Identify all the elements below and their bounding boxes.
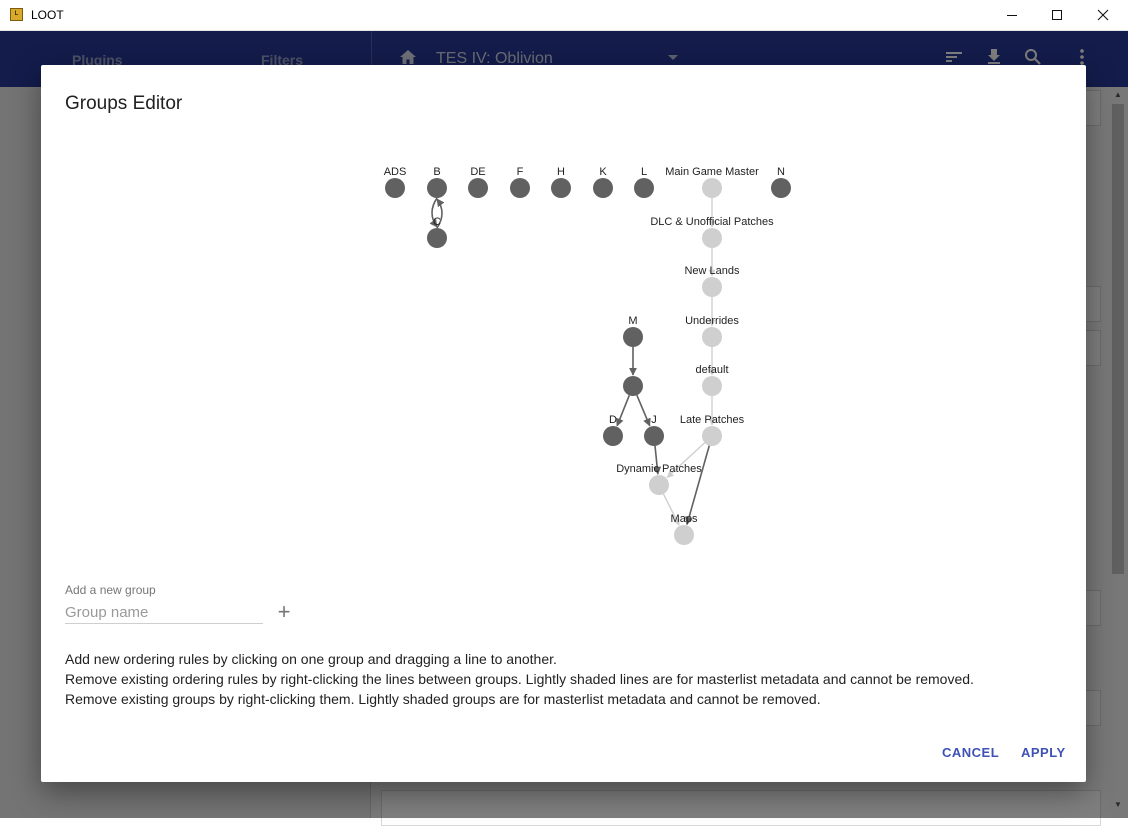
graph-node-label: M (628, 315, 638, 327)
graph-node-label: C (433, 216, 441, 228)
graph-node-label: Late Patches (679, 414, 745, 426)
graph-node-label: Underrides (685, 315, 739, 327)
graph-node-label: DLC & Unofficial Patches (650, 216, 774, 228)
close-button[interactable] (1080, 0, 1126, 30)
graph-node-label: New Lands (684, 265, 740, 277)
graph-node[interactable] (427, 178, 447, 198)
graph-node[interactable] (674, 525, 694, 545)
graph-node[interactable] (510, 178, 530, 198)
instruction-line: Add new ordering rules by clicking on one group and dragging a line to another. (65, 651, 557, 667)
graph-node-label: N (777, 166, 785, 178)
graph-edge[interactable] (617, 395, 629, 426)
graph-node-label: J (651, 414, 657, 426)
graph-node[interactable] (623, 376, 643, 396)
graph-node[interactable] (603, 426, 623, 446)
graph-node-label: Maps (670, 513, 698, 525)
graph-node[interactable] (468, 178, 488, 198)
graph-node-label: DE (470, 166, 486, 178)
graph-node[interactable] (593, 178, 613, 198)
loot-app-icon: L (10, 8, 23, 21)
group-name-input[interactable] (65, 601, 263, 624)
graph-node-label: Main Game Master (665, 166, 759, 178)
graph-node-label: F (516, 166, 524, 178)
maximize-button[interactable] (1034, 0, 1080, 30)
graph-node[interactable] (644, 426, 664, 446)
graph-node[interactable] (702, 327, 722, 347)
graph-node-label: ADS (383, 166, 407, 178)
graph-node[interactable] (702, 228, 722, 248)
groups-graph[interactable] (41, 65, 1086, 565)
cancel-button[interactable]: CANCEL (942, 745, 1000, 760)
minimize-button[interactable] (989, 0, 1035, 30)
maximize-icon (1051, 9, 1063, 21)
graph-node[interactable] (702, 277, 722, 297)
dialog-title: Groups Editor (65, 93, 183, 114)
graph-node[interactable] (702, 426, 722, 446)
graph-node[interactable] (702, 178, 722, 198)
graph-node[interactable] (702, 376, 722, 396)
graph-node-label: D (609, 414, 617, 426)
graph-node[interactable] (623, 327, 643, 347)
graph-node-label: K (599, 166, 607, 178)
plus-icon[interactable]: + (277, 599, 291, 624)
instructions (65, 649, 974, 709)
window-titlebar (0, 0, 1128, 31)
apply-button[interactable]: APPLY (1021, 745, 1066, 760)
groups-editor-dialog (41, 65, 1086, 782)
graph-edge[interactable] (637, 395, 650, 426)
instruction-line: Remove existing ordering rules by right-clicking the lines between groups. Lightly shaded lines are for masterlist metadata and cannot be removed. (65, 671, 974, 687)
graph-node[interactable] (385, 178, 405, 198)
graph-node-label: default (695, 364, 729, 376)
close-icon (1097, 9, 1109, 21)
graph-node[interactable] (427, 228, 447, 248)
graph-node-label: Dynamic Patches (616, 463, 702, 475)
graph-node[interactable] (649, 475, 669, 495)
graph-node[interactable] (551, 178, 571, 198)
graph-node-label: L (640, 166, 648, 178)
graph-node[interactable] (634, 178, 654, 198)
graph-node-label: H (557, 166, 565, 178)
instruction-line: Remove existing groups by right-clicking them. Lightly shaded groups are for masterlist metadata and cannot be removed. (65, 691, 821, 707)
window-title: LOOT (31, 8, 64, 22)
graph-node-label: B (433, 166, 441, 178)
minimize-icon (1006, 9, 1018, 21)
add-group-label: Add a new group (65, 583, 156, 597)
graph-node[interactable] (771, 178, 791, 198)
